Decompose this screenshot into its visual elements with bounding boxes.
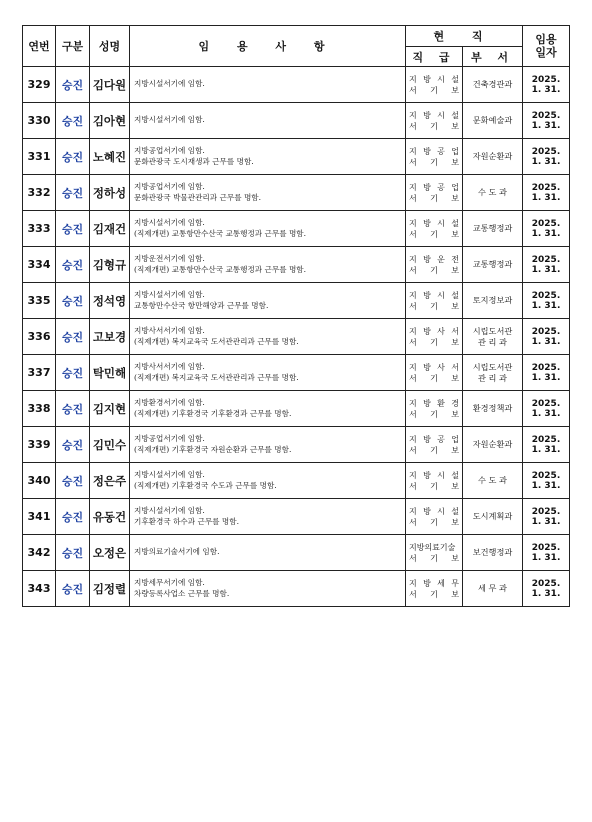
rank-cell xyxy=(406,535,463,571)
details-cell-line: 지방시설서기에 임함. xyxy=(134,506,205,515)
rank-cell xyxy=(406,391,463,427)
details-cell xyxy=(130,67,406,103)
name-cell: 오정은 xyxy=(90,535,130,571)
details-cell xyxy=(130,211,406,247)
header-name: 성명 xyxy=(90,26,130,67)
dept-cell xyxy=(463,319,523,355)
details-cell xyxy=(130,355,406,391)
category-cell: 승진 xyxy=(56,211,90,247)
date-cell-line: 2025. xyxy=(531,578,561,589)
category-cell: 승진 xyxy=(56,103,90,139)
rank-cell-line: 지 방 공 업 xyxy=(409,182,459,192)
details-cell-line: 문화관광국 박물관관리과 근무를 명함. xyxy=(134,192,262,202)
dept-cell xyxy=(463,139,523,175)
rank-cell-line: 서 기 보 xyxy=(409,265,459,275)
table-row xyxy=(23,103,570,139)
rank-cell-line: 지 방 세 무 xyxy=(409,578,459,588)
category-cell: 승진 xyxy=(56,67,90,103)
dept-cell xyxy=(463,283,523,319)
date-cell xyxy=(523,247,570,283)
date-cell-line: 2025. xyxy=(531,434,561,445)
details-cell xyxy=(130,139,406,175)
date-cell-line: 1. 31. xyxy=(531,336,561,347)
dept-cell-line: 교통행정과 xyxy=(472,223,513,233)
rank-cell-line: 지 방 사 서 xyxy=(409,362,459,372)
date-cell xyxy=(523,283,570,319)
seq-cell: 336 xyxy=(23,319,56,355)
date-cell xyxy=(523,571,570,607)
date-cell-line: 2025. xyxy=(531,218,561,229)
rank-cell-line: 지 방 시 설 xyxy=(409,506,459,516)
category-cell: 승진 xyxy=(56,463,90,499)
details-cell-line: 차량등록사업소 근무를 명함. xyxy=(134,588,230,598)
date-cell xyxy=(523,319,570,355)
name-cell: 노혜진 xyxy=(90,139,130,175)
header-category: 구분 xyxy=(56,26,90,67)
seq-cell: 333 xyxy=(23,211,56,247)
rank-cell-line: 서 기 보 xyxy=(409,337,459,347)
table-row xyxy=(23,535,570,571)
date-cell-line: 2025. xyxy=(531,182,561,193)
date-cell-line: 2025. xyxy=(531,398,561,409)
dept-cell-line: 수 도 과 xyxy=(478,475,507,485)
table-row xyxy=(23,319,570,355)
date-cell xyxy=(523,211,570,247)
date-cell xyxy=(523,499,570,535)
dept-cell-line: 보건행정과 xyxy=(472,547,513,557)
name-cell: 김지현 xyxy=(90,391,130,427)
header-seq: 연번 xyxy=(23,26,56,67)
header-date-text: 임용일자 xyxy=(535,33,557,59)
details-cell-line: 지방사서서기에 임함. xyxy=(134,362,205,371)
date-cell-line: 2025. xyxy=(531,146,561,157)
name-cell: 정석영 xyxy=(90,283,130,319)
table-row xyxy=(23,427,570,463)
date-cell-line: 1. 31. xyxy=(531,372,561,383)
rank-cell-line: 지 방 시 설 xyxy=(409,470,459,480)
dept-cell xyxy=(463,67,523,103)
details-cell xyxy=(130,175,406,211)
date-cell xyxy=(523,463,570,499)
seq-cell: 342 xyxy=(23,535,56,571)
details-cell xyxy=(130,247,406,283)
date-cell-line: 2025. xyxy=(531,290,561,301)
details-cell-line: 지방공업서기에 임함. xyxy=(134,434,205,443)
rank-cell-line: 서 기 보 xyxy=(409,373,459,383)
table-row xyxy=(23,463,570,499)
dept-cell-line: 문화예술과 xyxy=(472,115,513,125)
rank-cell-line: 지 방 사 서 xyxy=(409,326,459,336)
name-cell: 김형규 xyxy=(90,247,130,283)
category-cell: 승진 xyxy=(56,535,90,571)
appointment-table xyxy=(22,25,570,607)
dept-cell-line: 시립도서관 xyxy=(472,325,513,336)
category-cell: 승진 xyxy=(56,427,90,463)
date-cell-line: 2025. xyxy=(531,470,561,481)
details-cell-line: 지방운전서기에 임함. xyxy=(134,254,205,263)
header-appointment-date xyxy=(523,26,570,67)
date-cell-line: 1. 31. xyxy=(531,264,561,275)
seq-cell: 338 xyxy=(23,391,56,427)
rank-cell xyxy=(406,283,463,319)
category-cell: 승진 xyxy=(56,499,90,535)
details-cell-line: (직제개편) 교통항만수산국 교통행정과 근무를 명함. xyxy=(134,264,307,274)
seq-cell: 339 xyxy=(23,427,56,463)
rank-cell-line: 서 기 보 xyxy=(409,445,459,455)
rank-cell-line: 지 방 운 전 xyxy=(409,254,459,264)
name-cell: 김아현 xyxy=(90,103,130,139)
dept-cell xyxy=(463,535,523,571)
date-cell-line: 2025. xyxy=(531,254,561,265)
date-cell xyxy=(523,355,570,391)
seq-cell: 334 xyxy=(23,247,56,283)
dept-cell xyxy=(463,391,523,427)
name-cell: 정은주 xyxy=(90,463,130,499)
table-row xyxy=(23,67,570,103)
date-cell xyxy=(523,535,570,571)
details-cell-line: 지방의료기술서기에 임함. xyxy=(134,547,220,557)
rank-cell xyxy=(406,175,463,211)
table-row xyxy=(23,283,570,319)
details-cell-line: 기후환경국 하수과 근무를 명함. xyxy=(134,516,240,526)
seq-cell: 329 xyxy=(23,67,56,103)
dept-cell xyxy=(463,427,523,463)
rank-cell xyxy=(406,247,463,283)
details-cell-line: 지방공업서기에 임함. xyxy=(134,182,205,191)
seq-cell: 331 xyxy=(23,139,56,175)
name-cell: 김민수 xyxy=(90,427,130,463)
category-cell: 승진 xyxy=(56,139,90,175)
date-cell xyxy=(523,427,570,463)
name-cell: 고보경 xyxy=(90,319,130,355)
category-cell: 승진 xyxy=(56,283,90,319)
header-dept: 부 서 xyxy=(463,47,523,67)
rank-cell xyxy=(406,355,463,391)
header-rank: 직 급 xyxy=(406,47,463,67)
details-cell-line: 지방시설서기에 임함. xyxy=(134,290,205,299)
rank-cell-line: 서 기 보 xyxy=(409,481,459,491)
details-cell-line: 지방시설서기에 임함. xyxy=(134,218,205,227)
details-cell-line: (직제개편) 복지교육국 도서관관리과 근무를 명함. xyxy=(134,372,299,382)
details-cell-line: 지방세무서기에 임함. xyxy=(134,578,205,587)
table-row xyxy=(23,139,570,175)
name-cell: 김다원 xyxy=(90,67,130,103)
date-cell-line: 2025. xyxy=(531,362,561,373)
details-cell-line: 지방사서서기에 임함. xyxy=(134,326,205,335)
seq-cell: 335 xyxy=(23,283,56,319)
category-cell: 승진 xyxy=(56,391,90,427)
seq-cell: 340 xyxy=(23,463,56,499)
rank-cell-line: 서 기 보 xyxy=(409,121,459,131)
details-cell-line: 지방시설서기에 임함. xyxy=(134,79,205,89)
date-cell-line: 2025. xyxy=(531,326,561,337)
table-row xyxy=(23,355,570,391)
details-cell xyxy=(130,283,406,319)
rank-cell-line: 서 기 보 xyxy=(409,517,459,527)
dept-cell xyxy=(463,247,523,283)
dept-cell-line: 관 리 과 xyxy=(478,336,507,347)
rank-cell xyxy=(406,319,463,355)
seq-cell: 332 xyxy=(23,175,56,211)
rank-cell xyxy=(406,67,463,103)
header-current-position: 현 직 xyxy=(406,26,523,47)
rank-cell-line: 지 방 시 설 xyxy=(409,218,459,228)
date-cell-line: 2025. xyxy=(531,110,561,121)
dept-cell-line: 시립도서관 xyxy=(472,361,513,372)
rank-cell-line: 서 기 보 xyxy=(409,409,459,419)
table-row xyxy=(23,211,570,247)
date-cell xyxy=(523,391,570,427)
table-row xyxy=(23,391,570,427)
rank-cell-line: 지 방 시 설 xyxy=(409,74,459,84)
category-cell: 승진 xyxy=(56,247,90,283)
rank-cell-line: 서 기 보 xyxy=(409,193,459,203)
date-cell-line: 1. 31. xyxy=(531,228,561,239)
details-cell-line: 지방공업서기에 임함. xyxy=(134,146,205,155)
table-row xyxy=(23,175,570,211)
details-cell xyxy=(130,463,406,499)
rank-cell xyxy=(406,499,463,535)
table-row xyxy=(23,499,570,535)
details-cell-line: (직제개편) 기후환경국 수도과 근무를 명함. xyxy=(134,480,277,490)
name-cell: 김정렬 xyxy=(90,571,130,607)
seq-cell: 330 xyxy=(23,103,56,139)
date-cell-line: 1. 31. xyxy=(531,156,561,167)
date-cell xyxy=(523,103,570,139)
dept-cell-line: 수 도 과 xyxy=(478,187,507,197)
date-cell-line: 1. 31. xyxy=(531,516,561,527)
dept-cell-line: 자원순환과 xyxy=(472,151,513,161)
category-cell: 승진 xyxy=(56,571,90,607)
seq-cell: 341 xyxy=(23,499,56,535)
rank-cell xyxy=(406,103,463,139)
rank-cell-line: 지 방 시 설 xyxy=(409,290,459,300)
dept-cell xyxy=(463,571,523,607)
details-cell xyxy=(130,103,406,139)
details-cell xyxy=(130,499,406,535)
details-cell-line: (직제개편) 교통항만수산국 교통행정과 근무를 명함. xyxy=(134,228,307,238)
rank-cell-line: 서 기 보 xyxy=(409,553,459,563)
date-cell-line: 1. 31. xyxy=(531,588,561,599)
date-cell-line: 1. 31. xyxy=(531,192,561,203)
dept-cell xyxy=(463,355,523,391)
details-cell xyxy=(130,319,406,355)
date-cell-line: 2025. xyxy=(531,542,561,553)
category-cell: 승진 xyxy=(56,175,90,211)
details-cell xyxy=(130,391,406,427)
rank-cell-line: 지 방 공 업 xyxy=(409,146,459,156)
rank-cell xyxy=(406,463,463,499)
date-cell-line: 1. 31. xyxy=(531,408,561,419)
category-cell: 승진 xyxy=(56,355,90,391)
rank-cell-line: 서 기 보 xyxy=(409,229,459,239)
dept-cell-line: 환경정책과 xyxy=(472,403,513,413)
date-cell-line: 1. 31. xyxy=(531,552,561,563)
name-cell: 정하성 xyxy=(90,175,130,211)
rank-cell-line: 서 기 보 xyxy=(409,85,459,95)
rank-cell-line: 지 방 시 설 xyxy=(409,110,459,120)
rank-cell xyxy=(406,211,463,247)
table-row xyxy=(23,247,570,283)
rank-cell-line: 서 기 보 xyxy=(409,157,459,167)
dept-cell-line: 자원순환과 xyxy=(472,439,513,449)
date-cell xyxy=(523,139,570,175)
rank-cell-line: 지 방 공 업 xyxy=(409,434,459,444)
rank-cell xyxy=(406,139,463,175)
details-cell-line: (직제개편) 복지교육국 도서관관리과 근무를 명함. xyxy=(134,336,299,346)
name-cell: 김재건 xyxy=(90,211,130,247)
date-cell-line: 1. 31. xyxy=(531,480,561,491)
table-body xyxy=(23,67,570,607)
date-cell-line: 2025. xyxy=(531,506,561,517)
dept-cell-line: 도시계획과 xyxy=(472,511,513,521)
details-cell-line: 교통항만수산국 항만해양과 근무를 명함. xyxy=(134,300,269,310)
table-header xyxy=(23,26,570,67)
details-cell-line: 지방시설서기에 임함. xyxy=(134,115,205,125)
date-cell-line: 1. 31. xyxy=(531,120,561,131)
rank-cell-line: 지방의료기술 xyxy=(409,542,456,552)
rank-cell-line: 지 방 환 경 xyxy=(409,398,459,408)
details-cell-line: (직제개편) 기후환경국 기후환경과 근무를 명함. xyxy=(134,408,292,418)
date-cell-line: 1. 31. xyxy=(531,300,561,311)
date-cell-line: 1. 31. xyxy=(531,84,561,95)
details-cell xyxy=(130,571,406,607)
date-cell-line: 1. 31. xyxy=(531,444,561,455)
details-cell-line: (직제개편) 기후환경국 자원순환과 근무를 명함. xyxy=(134,444,292,454)
dept-cell-line: 건축경관과 xyxy=(472,79,513,89)
category-cell: 승진 xyxy=(56,319,90,355)
dept-cell-line: 토지정보과 xyxy=(472,295,513,305)
date-cell xyxy=(523,67,570,103)
details-cell-line: 문화관광국 도시재생과 근무를 명함. xyxy=(134,156,254,166)
dept-cell-line: 교통행정과 xyxy=(472,259,513,269)
details-cell xyxy=(130,427,406,463)
details-cell-line: 지방환경서기에 임함. xyxy=(134,398,205,407)
dept-cell xyxy=(463,499,523,535)
name-cell: 유동건 xyxy=(90,499,130,535)
dept-cell xyxy=(463,463,523,499)
dept-cell-line: 세 무 과 xyxy=(478,583,507,593)
dept-cell xyxy=(463,175,523,211)
date-cell-line: 2025. xyxy=(531,74,561,85)
details-cell-line: 지방시설서기에 임함. xyxy=(134,470,205,479)
seq-cell: 343 xyxy=(23,571,56,607)
dept-cell xyxy=(463,211,523,247)
date-cell xyxy=(523,175,570,211)
dept-cell-line: 관 리 과 xyxy=(478,372,507,383)
rank-cell-line: 서 기 보 xyxy=(409,589,459,599)
header-details: 임 용 사 항 xyxy=(130,26,406,67)
rank-cell-line: 서 기 보 xyxy=(409,301,459,311)
details-cell xyxy=(130,535,406,571)
rank-cell xyxy=(406,427,463,463)
table-row xyxy=(23,571,570,607)
rank-cell xyxy=(406,571,463,607)
dept-cell xyxy=(463,103,523,139)
seq-cell: 337 xyxy=(23,355,56,391)
name-cell: 탁민해 xyxy=(90,355,130,391)
